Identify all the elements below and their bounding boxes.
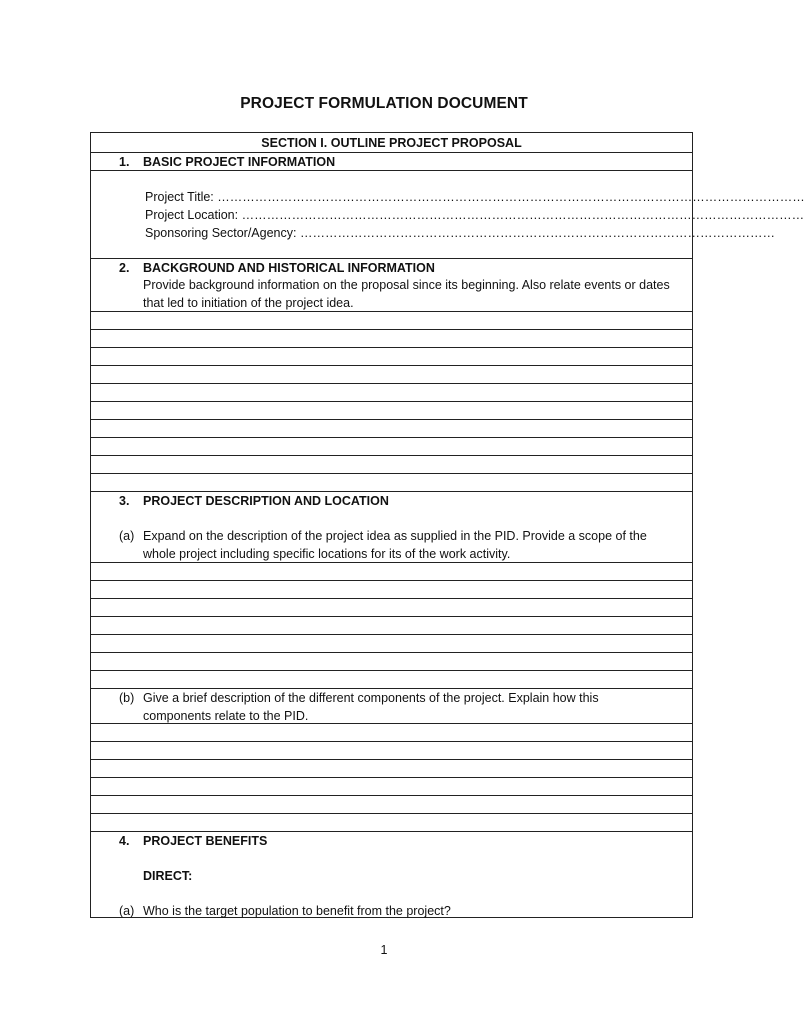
item-label: (b)	[119, 691, 135, 705]
section-heading: BACKGROUND AND HISTORICAL INFORMATION	[143, 261, 435, 275]
instruction-text: Expand on the description of the project idea as supplied in the PID. Provide a scope of the	[143, 529, 647, 543]
writing-line	[90, 795, 693, 796]
writing-line	[90, 777, 693, 778]
section-heading: BASIC PROJECT INFORMATION	[143, 155, 336, 169]
writing-line	[90, 419, 693, 420]
writing-line	[90, 670, 693, 671]
section-title: SECTION I. OUTLINE PROJECT PROPOSAL	[261, 136, 522, 150]
writing-line	[90, 759, 693, 760]
instruction-text: that led to initiation of the project idea.	[143, 296, 354, 310]
section-number: 1.	[119, 155, 130, 169]
section-number: 2.	[119, 261, 130, 275]
writing-line	[90, 616, 693, 617]
writing-line	[90, 634, 693, 635]
writing-line	[90, 437, 693, 438]
section-heading: PROJECT DESCRIPTION AND LOCATION	[143, 494, 389, 508]
section-number: 4.	[119, 834, 130, 848]
writing-line	[90, 401, 693, 402]
subheading: DIRECT:	[143, 869, 193, 883]
writing-line	[90, 347, 693, 348]
instruction-text: whole project including specific locations for its of the work activity.	[143, 547, 511, 561]
sponsoring-agency-field[interactable]: Sponsoring Sector/Agency: ……………………………………………………………………………………………………	[145, 226, 775, 240]
item-label: (a)	[119, 529, 135, 543]
page-number: 1	[380, 943, 388, 957]
instruction-text: Provide background information on the proposal since its beginning. Also relate events or dates	[143, 278, 670, 292]
writing-line	[90, 329, 693, 330]
writing-line	[90, 598, 693, 599]
writing-line	[90, 580, 693, 581]
section-heading: PROJECT BENEFITS	[143, 834, 268, 848]
project-title-field[interactable]: Project Title: ……………………………………………………………………………………………………………………………	[145, 190, 805, 204]
document-title: PROJECT FORMULATION DOCUMENT	[240, 95, 528, 112]
instruction-text: components relate to the PID.	[143, 709, 309, 723]
writing-line	[90, 473, 693, 474]
writing-line	[90, 383, 693, 384]
writing-line	[90, 365, 693, 366]
question-text: Who is the target population to benefit from the project?	[143, 904, 451, 918]
instruction-text: Give a brief description of the different components of the project. Explain how this	[143, 691, 599, 705]
project-location-field[interactable]: Project Location: ………………………………………………………………………………………………………………………	[145, 208, 805, 222]
writing-line	[90, 813, 693, 814]
item-label: (a)	[119, 904, 135, 918]
writing-line	[90, 652, 693, 653]
form-table	[90, 132, 805, 918]
section-number: 3.	[119, 494, 130, 508]
writing-line	[90, 455, 693, 456]
writing-line	[90, 741, 693, 742]
